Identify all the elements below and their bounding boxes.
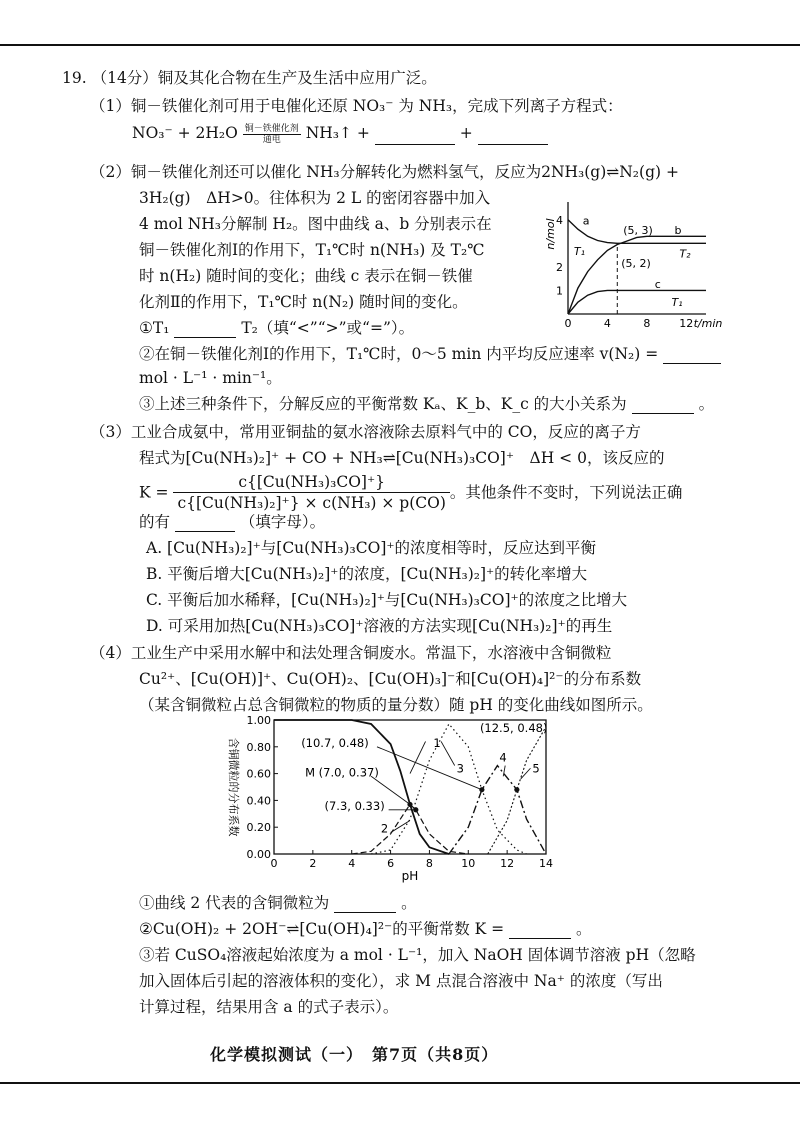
c2-x-tick: 14 (539, 857, 553, 870)
c1-x-tick: 8 (643, 317, 651, 330)
c1-label-T2: T₂ (679, 247, 691, 261)
q1-T1: ①T₁ (139, 319, 170, 337)
c2-y-tick: 0.00 (246, 848, 271, 861)
k-after: 。其他条件不变时，下列说法正确 (449, 483, 683, 502)
c1-label-T1-a: T₁ (573, 245, 586, 259)
c2-point-3 (514, 787, 519, 792)
part4-q3-line1: ③若 CuSO₄溶液起始浓度为 a mol · L⁻¹，加入 NaOH 固体调节溶液 pH（忽略 (139, 946, 696, 964)
c2-x-tick: 2 (309, 857, 317, 870)
part4-q2 (139, 919, 592, 939)
k-numerator: c{[Cu(NH₃)₃CO]⁺} (173, 472, 449, 493)
p4-q1-end: 。 (401, 894, 417, 912)
p4-q1-text: ①曲线 2 代表的含铜微粒为 (139, 894, 330, 912)
question-header: 19. （14分）铜及其化合物在生产及生活中应用广泛。 (62, 69, 437, 87)
q1-T2-hint: T₂（填“<”“>”或“=”）。 (241, 319, 415, 337)
answer-blank-rate[interactable] (663, 347, 721, 364)
line4-text: 的有 (139, 513, 171, 531)
c2-curve-label-5: 5 (532, 761, 540, 776)
c1-series-c (568, 290, 706, 314)
c1-label-T1-c: T₁ (671, 295, 683, 309)
part4-q1 (139, 893, 417, 913)
c1-label-a: a (582, 214, 590, 228)
equation-right: NH₃↑ + (305, 124, 370, 142)
option-a[interactable]: A. [Cu(NH₃)₂]⁺与[Cu(NH₃)₃CO]⁺的浓度相等时，反应达到平衡 (146, 539, 597, 557)
part4-line2: Cu²⁺、[Cu(OH)]⁺、Cu(OH)₂、[Cu(OH)₃]⁻和[Cu(OH)₄]²⁻的分布系数 (139, 670, 642, 688)
c2-x-tick: 12 (500, 857, 515, 870)
c2-x-tick: 10 (461, 857, 476, 870)
chart-distribution (222, 712, 562, 887)
part2-q2 (139, 344, 721, 364)
c1-y-label: n/mol (544, 218, 557, 250)
c1-y-tick: 2 (556, 260, 563, 274)
q3-end: 。 (698, 395, 715, 413)
part2-line4: 铜－铁催化剂Ⅰ的作用下，T₁℃时 n(NH₃) 及 T₂℃ (139, 241, 485, 259)
answer-blank-choices[interactable] (175, 515, 235, 532)
part2-q1 (139, 318, 414, 338)
c1-x-tick: 12 (679, 317, 694, 330)
q2-text: ②在铜－铁催化剂Ⅰ的作用下，T₁℃时，0～5 min 内平均反应速率 v(N₂) = (139, 345, 659, 363)
c2-curve-label-2: 2 (380, 821, 389, 836)
c2-annot-7-3: (7.3, 0.33) (324, 798, 385, 813)
c2-annot-12-5: (12.5, 0.48) (479, 721, 548, 736)
part1-equation (132, 123, 548, 145)
arrow-bottom-label: 通电 (262, 134, 281, 145)
plus-sign: + (459, 124, 473, 142)
arrow-top-label: 铜－铁催化剂 (244, 123, 299, 134)
option-c[interactable]: C. 平衡后加水稀释，[Cu(NH₃)₂]⁺与[Cu(NH₃)₃CO]⁺的浓度之比增大 (146, 591, 628, 609)
c1-y-tick: 4 (556, 213, 563, 227)
c2-y-label: 含铜微粒的分布系数 (227, 737, 240, 837)
p4-q2-end: 。 (576, 920, 592, 938)
answer-blank-2[interactable] (478, 128, 548, 145)
c1-label-c: c (654, 278, 661, 292)
c2-y-tick: 0.60 (246, 767, 271, 781)
c2-annot-10-7: (10.7, 0.48) (301, 735, 369, 750)
page-footer: 化学模拟测试（一） 第7页（共8页） (210, 1045, 499, 1064)
c1-x-tick: 0 (564, 317, 572, 330)
answer-blank-curve2[interactable] (334, 896, 396, 913)
part2-q3 (139, 394, 714, 414)
answer-blank-k-order[interactable] (632, 397, 694, 414)
part4-line3: （某含铜微粒占总含铜微粒的物质的量分数）随 pH 的变化曲线如图所示。 (139, 696, 653, 714)
bottom-rule (0, 1082, 800, 1084)
line4-end: （填字母）。 (239, 513, 326, 531)
part2-line1: （2）铜－铁催化剂还可以催化 NH₃分解转化为燃料氢气，反应为2NH₃(g)⇌N₂(g) + (90, 163, 679, 181)
part3-line2: 程式为[Cu(NH₃)₂]⁺ + CO + NH₃⇌[Cu(NH₃)₃CO]⁺ ΔH < 0，该反应的 (139, 449, 665, 467)
part2-line5: 时 n(H₂) 随时间的变化；曲线 c 表示在铜－铁催 (139, 267, 473, 285)
q3-text: ③上述三种条件下，分解反应的平衡常数 Kₐ、K_b、K_c 的大小关系为 (139, 395, 627, 413)
part4-line1: （4）工业生产中采用水解中和法处理含铜废水。常温下，水溶液中含铜微粒 (90, 644, 612, 662)
c2-x-tick: 4 (348, 857, 356, 870)
part1-line1: （1）铜－铁催化剂可用于电催化还原 NO₃⁻ 为 NH₃，完成下列离子方程式： (90, 97, 623, 115)
answer-blank-1[interactable] (375, 128, 455, 145)
c2-x-tick: 0 (270, 857, 278, 870)
c2-annot-M: M (7.0, 0.37) (305, 765, 379, 780)
option-b[interactable]: B. 平衡后增大[Cu(NH₃)₂]⁺的浓度，[Cu(NH₃)₂]⁺的转化率增大 (146, 565, 588, 583)
part4-q3-line2: 加入固体后引起的溶液体积的变化），求 M 点混合溶液中 Na⁺ 的浓度（写出 (139, 972, 663, 990)
c1-x-label: t/min (693, 317, 723, 330)
part2-line6: 化剂Ⅱ的作用下，T₁℃时 n(N₂) 随时间的变化。 (139, 293, 468, 311)
part3-k-expression (139, 472, 682, 513)
c1-x-tick: 4 (603, 317, 611, 330)
k-denominator: c{[Cu(NH₃)₂]⁺} × c(NH₃) × p(CO) (177, 494, 446, 512)
answer-blank-compare[interactable] (174, 321, 236, 338)
part2-line2: 3H₂(g) ΔH>0。往体积为 2 L 的密闭容器中加入 (139, 189, 491, 207)
p4-q2-text: ②Cu(OH)₂ + 2OH⁻⇌[Cu(OH)₄]²⁻的平衡常数 K = (139, 920, 505, 938)
part4-q3-line3: 计算过程，结果用含 a 的式子表示）。 (139, 998, 399, 1016)
c2-leader-1 (410, 741, 426, 773)
chart-n-vs-time (540, 196, 723, 332)
c2-leader-5 (521, 768, 531, 779)
c2-series-4 (449, 766, 546, 854)
top-rule (0, 44, 800, 46)
k-fraction (173, 472, 449, 513)
part3-line1: （3）工业合成氨中，常用亚铜盐的氨水溶液除去原料气中的 CO，反应的离子方 (90, 423, 641, 441)
c2-leader-10-7 (377, 747, 482, 790)
equation-left: NO₃⁻ + 2H₂O (132, 124, 238, 142)
equation-arrow (243, 124, 301, 145)
c2-y-tick: 0.80 (246, 740, 271, 754)
c2-x-label: pH (401, 869, 419, 883)
c2-y-tick: 0.20 (246, 821, 271, 835)
part2-q2-unit: mol · L⁻¹ · min⁻¹。 (139, 369, 282, 387)
c1-label-b: b (674, 223, 682, 237)
c1-annot-5-2: (5, 2) (621, 256, 651, 270)
c2-x-tick: 6 (387, 857, 395, 870)
c2-curve-label-4: 4 (499, 750, 507, 765)
part3-line4 (139, 512, 325, 532)
c2-leader-3 (441, 741, 455, 765)
c1-annot-5-3: (5, 3) (623, 223, 653, 237)
k-label: K = (139, 483, 169, 502)
option-d[interactable]: D. 可采用加热[Cu(NH₃)₃CO]⁺溶液的方法实现[Cu(NH₃)₂]⁺的再生 (146, 617, 613, 635)
c2-leader-2 (391, 821, 410, 833)
c2-point-2 (479, 787, 484, 792)
part2-line3: 4 mol NH₃分解制 H₂。图中曲线 a、b 分别表示在 (139, 215, 492, 233)
answer-blank-K[interactable] (509, 922, 571, 939)
c2-y-tick: 0.40 (246, 794, 271, 808)
c2-curve-label-1: 1 (433, 735, 441, 750)
c2-y-tick: 1.00 (246, 714, 271, 727)
c1-y-tick: 1 (556, 284, 563, 298)
c2-x-tick: 8 (425, 857, 433, 870)
c2-curve-label-3: 3 (456, 761, 464, 776)
c2-series-3 (371, 724, 526, 854)
